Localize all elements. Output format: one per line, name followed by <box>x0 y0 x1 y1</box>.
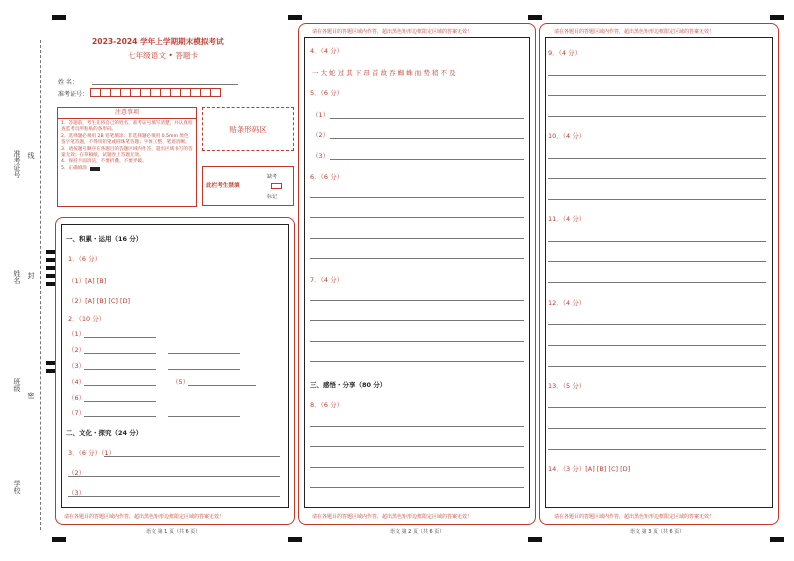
id-label: 准考证号： <box>58 91 89 98</box>
panel-notice: 请在各题目的答题区域内作答，超出黑色矩形边框限定区域的答案无效！ <box>312 514 473 520</box>
notice-item: 4．保持卡面清洁，不要折叠、不要弄破。 <box>61 159 147 165</box>
side-line-mark: 线 <box>27 152 35 159</box>
timing-mark <box>46 274 55 278</box>
absent-mark-label: 标记 <box>267 194 278 200</box>
answer-line[interactable] <box>548 95 766 96</box>
answer-line[interactable] <box>330 159 524 160</box>
answer-line[interactable] <box>168 353 240 354</box>
answer-line[interactable] <box>84 416 156 417</box>
answer-line[interactable] <box>310 320 524 321</box>
sub-label: （1） <box>312 111 330 119</box>
timing-mark <box>46 369 55 373</box>
side-name-label: 姓名 <box>13 270 21 284</box>
name-label: 姓 名： <box>58 79 78 86</box>
question-label: 7．（4 分） <box>310 276 344 284</box>
panel-notice: 请在各题目的答题区域内作答，超出黑色矩形边框限定区域的答案无效！ <box>64 514 225 520</box>
registration-mark <box>52 15 66 20</box>
answer-line[interactable] <box>310 446 524 447</box>
page-footer: 语文 第 2 页（共 6 页） <box>390 529 445 535</box>
side-school-label: 学校 <box>13 480 21 494</box>
answer-line[interactable] <box>68 496 280 497</box>
answer-line[interactable] <box>548 282 766 283</box>
answer-line[interactable] <box>548 116 766 117</box>
question-label: 3．（6 分）（1） <box>68 449 115 457</box>
registration-mark <box>52 537 66 542</box>
notice-box <box>57 107 197 207</box>
answer-line[interactable] <box>330 138 524 139</box>
sub-label: （6） <box>68 394 86 402</box>
registration-mark <box>770 15 784 20</box>
answer-line[interactable] <box>548 261 766 262</box>
sub-label: （1） <box>68 330 86 338</box>
registration-mark <box>770 537 784 542</box>
sub-label: （3） <box>68 362 86 370</box>
answer-line[interactable] <box>310 258 524 259</box>
timing-mark <box>46 282 55 286</box>
page-footer: 语文 第 1 页（共 6 页） <box>146 529 201 535</box>
answer-line[interactable] <box>330 118 524 119</box>
question-label: 12．（4 分） <box>548 299 586 307</box>
sub-label: （5） <box>172 378 190 386</box>
answer-line[interactable] <box>548 324 766 325</box>
answer-line[interactable] <box>310 217 524 218</box>
question-label: 10．（4 分） <box>548 132 586 140</box>
exam-subtitle: 七年级语文 • 答题卡 <box>128 51 199 60</box>
panel-notice: 请在各题目的答题区域内作答，超出黑色矩形边框限定区域的答案无效！ <box>554 29 715 35</box>
absent-mark-label: 缺考 <box>267 174 278 180</box>
answer-line[interactable] <box>84 353 156 354</box>
sub-label: （2） <box>68 346 86 354</box>
notice-item: 2．选择题必须用 2B 铅笔填涂；非选择题必须用 0.5mm 黑色签字笔答题，不得用铅笔或圆珠笔答题；字体工整、笔迹清晰。 <box>61 133 190 146</box>
answer-line[interactable] <box>310 467 524 468</box>
side-class-label: 班级 <box>13 378 21 392</box>
panel-notice: 请在各题目的答题区域内作答，超出黑色矩形边框限定区域的答案无效！ <box>554 514 715 520</box>
notice-item: 3．请按题号顺序在各题目的答题区域内作答，超出区域书写的答案无效；在草稿纸、试题卷上答题无效。 <box>61 146 193 159</box>
name-field[interactable] <box>92 84 238 85</box>
answer-line[interactable] <box>548 75 766 76</box>
registration-mark <box>288 15 302 20</box>
answer-frame-3 <box>545 37 773 508</box>
question-label: 6．（6 分） <box>310 173 344 181</box>
answer-frame-1 <box>61 224 289 508</box>
registration-mark <box>528 537 542 542</box>
answer-line[interactable] <box>84 385 156 386</box>
answer-line[interactable] <box>548 241 766 242</box>
choice-row[interactable]: 14．（3 分）[A] [B] [C] [D] <box>548 465 631 473</box>
section-heading: 一、积累・运用（16 分） <box>66 235 143 243</box>
question-label: 11．（4 分） <box>548 215 586 223</box>
sub-label: （2） <box>312 131 330 139</box>
sub-label: （2） <box>68 469 86 477</box>
id-boxes[interactable] <box>90 88 220 97</box>
absent-label: 此栏考生禁填 <box>206 183 240 189</box>
timing-mark <box>46 258 55 262</box>
registration-mark <box>288 537 302 542</box>
question-label: 4．（4 分） <box>310 47 344 55</box>
answer-line[interactable] <box>310 361 524 362</box>
answer-line[interactable] <box>310 487 524 488</box>
answer-line[interactable] <box>548 178 766 179</box>
barcode-label: 贴条形码区 <box>229 124 267 134</box>
sub-label: （3） <box>312 152 330 160</box>
absent-box <box>202 166 294 206</box>
sub-label: （7） <box>68 409 86 417</box>
answer-frame-2 <box>304 37 530 508</box>
answer-line[interactable] <box>548 158 766 159</box>
answer-line[interactable] <box>188 385 256 386</box>
side-id-label: 准考证号 <box>13 150 21 178</box>
binding-line <box>40 40 41 530</box>
registration-mark <box>528 15 542 20</box>
notice-item: 5．正确填涂 <box>61 165 87 171</box>
side-seal-mark: 封 <box>27 272 35 279</box>
side-secret-mark: 密 <box>27 392 35 399</box>
question-label: 1．（6 分） <box>68 255 102 263</box>
answer-line[interactable] <box>310 197 524 198</box>
answer-line[interactable] <box>168 369 240 370</box>
question-prompt-text: 一 大 蛇 过 其 下 昂 首 故 吞 蜘 蛛 而 势 稍 不 及 <box>312 69 456 77</box>
answer-line[interactable] <box>310 426 524 427</box>
sub-label: （4） <box>68 378 86 386</box>
question-label: 5．（6 分） <box>310 89 344 97</box>
answer-line[interactable] <box>168 416 240 417</box>
page-footer: 语文 第 3 页（共 6 页） <box>630 529 685 535</box>
section-heading: 三、感悟・分享（80 分） <box>310 381 387 389</box>
answer-line[interactable] <box>84 369 156 370</box>
notice-title: 注意事项 <box>58 108 196 119</box>
answer-line[interactable] <box>548 428 766 429</box>
absent-checkbox[interactable] <box>271 183 282 189</box>
section-heading: 二、文化・探究（24 分） <box>66 429 143 437</box>
question-label: 2．（10 分） <box>68 315 106 323</box>
question-label: 9．（4 分） <box>548 49 582 57</box>
answer-line[interactable] <box>104 456 280 457</box>
sub-label: （3） <box>68 489 86 497</box>
answer-line[interactable] <box>548 199 766 200</box>
answer-line[interactable] <box>548 449 766 450</box>
question-label: 8．（6 分） <box>310 401 344 409</box>
answer-line[interactable] <box>84 337 156 338</box>
exam-title: 2023-2024 学年上学期期末模拟考试 <box>92 37 224 46</box>
answer-line[interactable] <box>84 401 156 402</box>
answer-line[interactable] <box>548 345 766 346</box>
answer-line[interactable] <box>310 341 524 342</box>
timing-mark <box>46 266 55 270</box>
answer-line[interactable] <box>548 366 766 367</box>
answer-line[interactable] <box>68 476 280 477</box>
barcode-area <box>202 107 294 151</box>
answer-line[interactable] <box>310 238 524 239</box>
answer-line[interactable] <box>310 300 524 301</box>
choice-row[interactable]: （2）[A] [B] [C] [D] <box>68 297 131 305</box>
timing-mark <box>46 250 55 254</box>
choice-row[interactable]: （1）[A] [B] <box>68 277 107 285</box>
timing-mark <box>46 361 55 365</box>
question-label: 13．（5 分） <box>548 382 586 390</box>
answer-line[interactable] <box>548 407 766 408</box>
notice-item: 1．答题前，考生先将自己的姓名，准考证号填写清楚，并认真检查监考员所粘贴的条形码。 <box>61 121 193 133</box>
filled-sample-mark <box>90 167 100 171</box>
panel-notice: 请在各题目的答题区域内作答，超出黑色矩形边框限定区域的答案无效！ <box>312 29 473 35</box>
